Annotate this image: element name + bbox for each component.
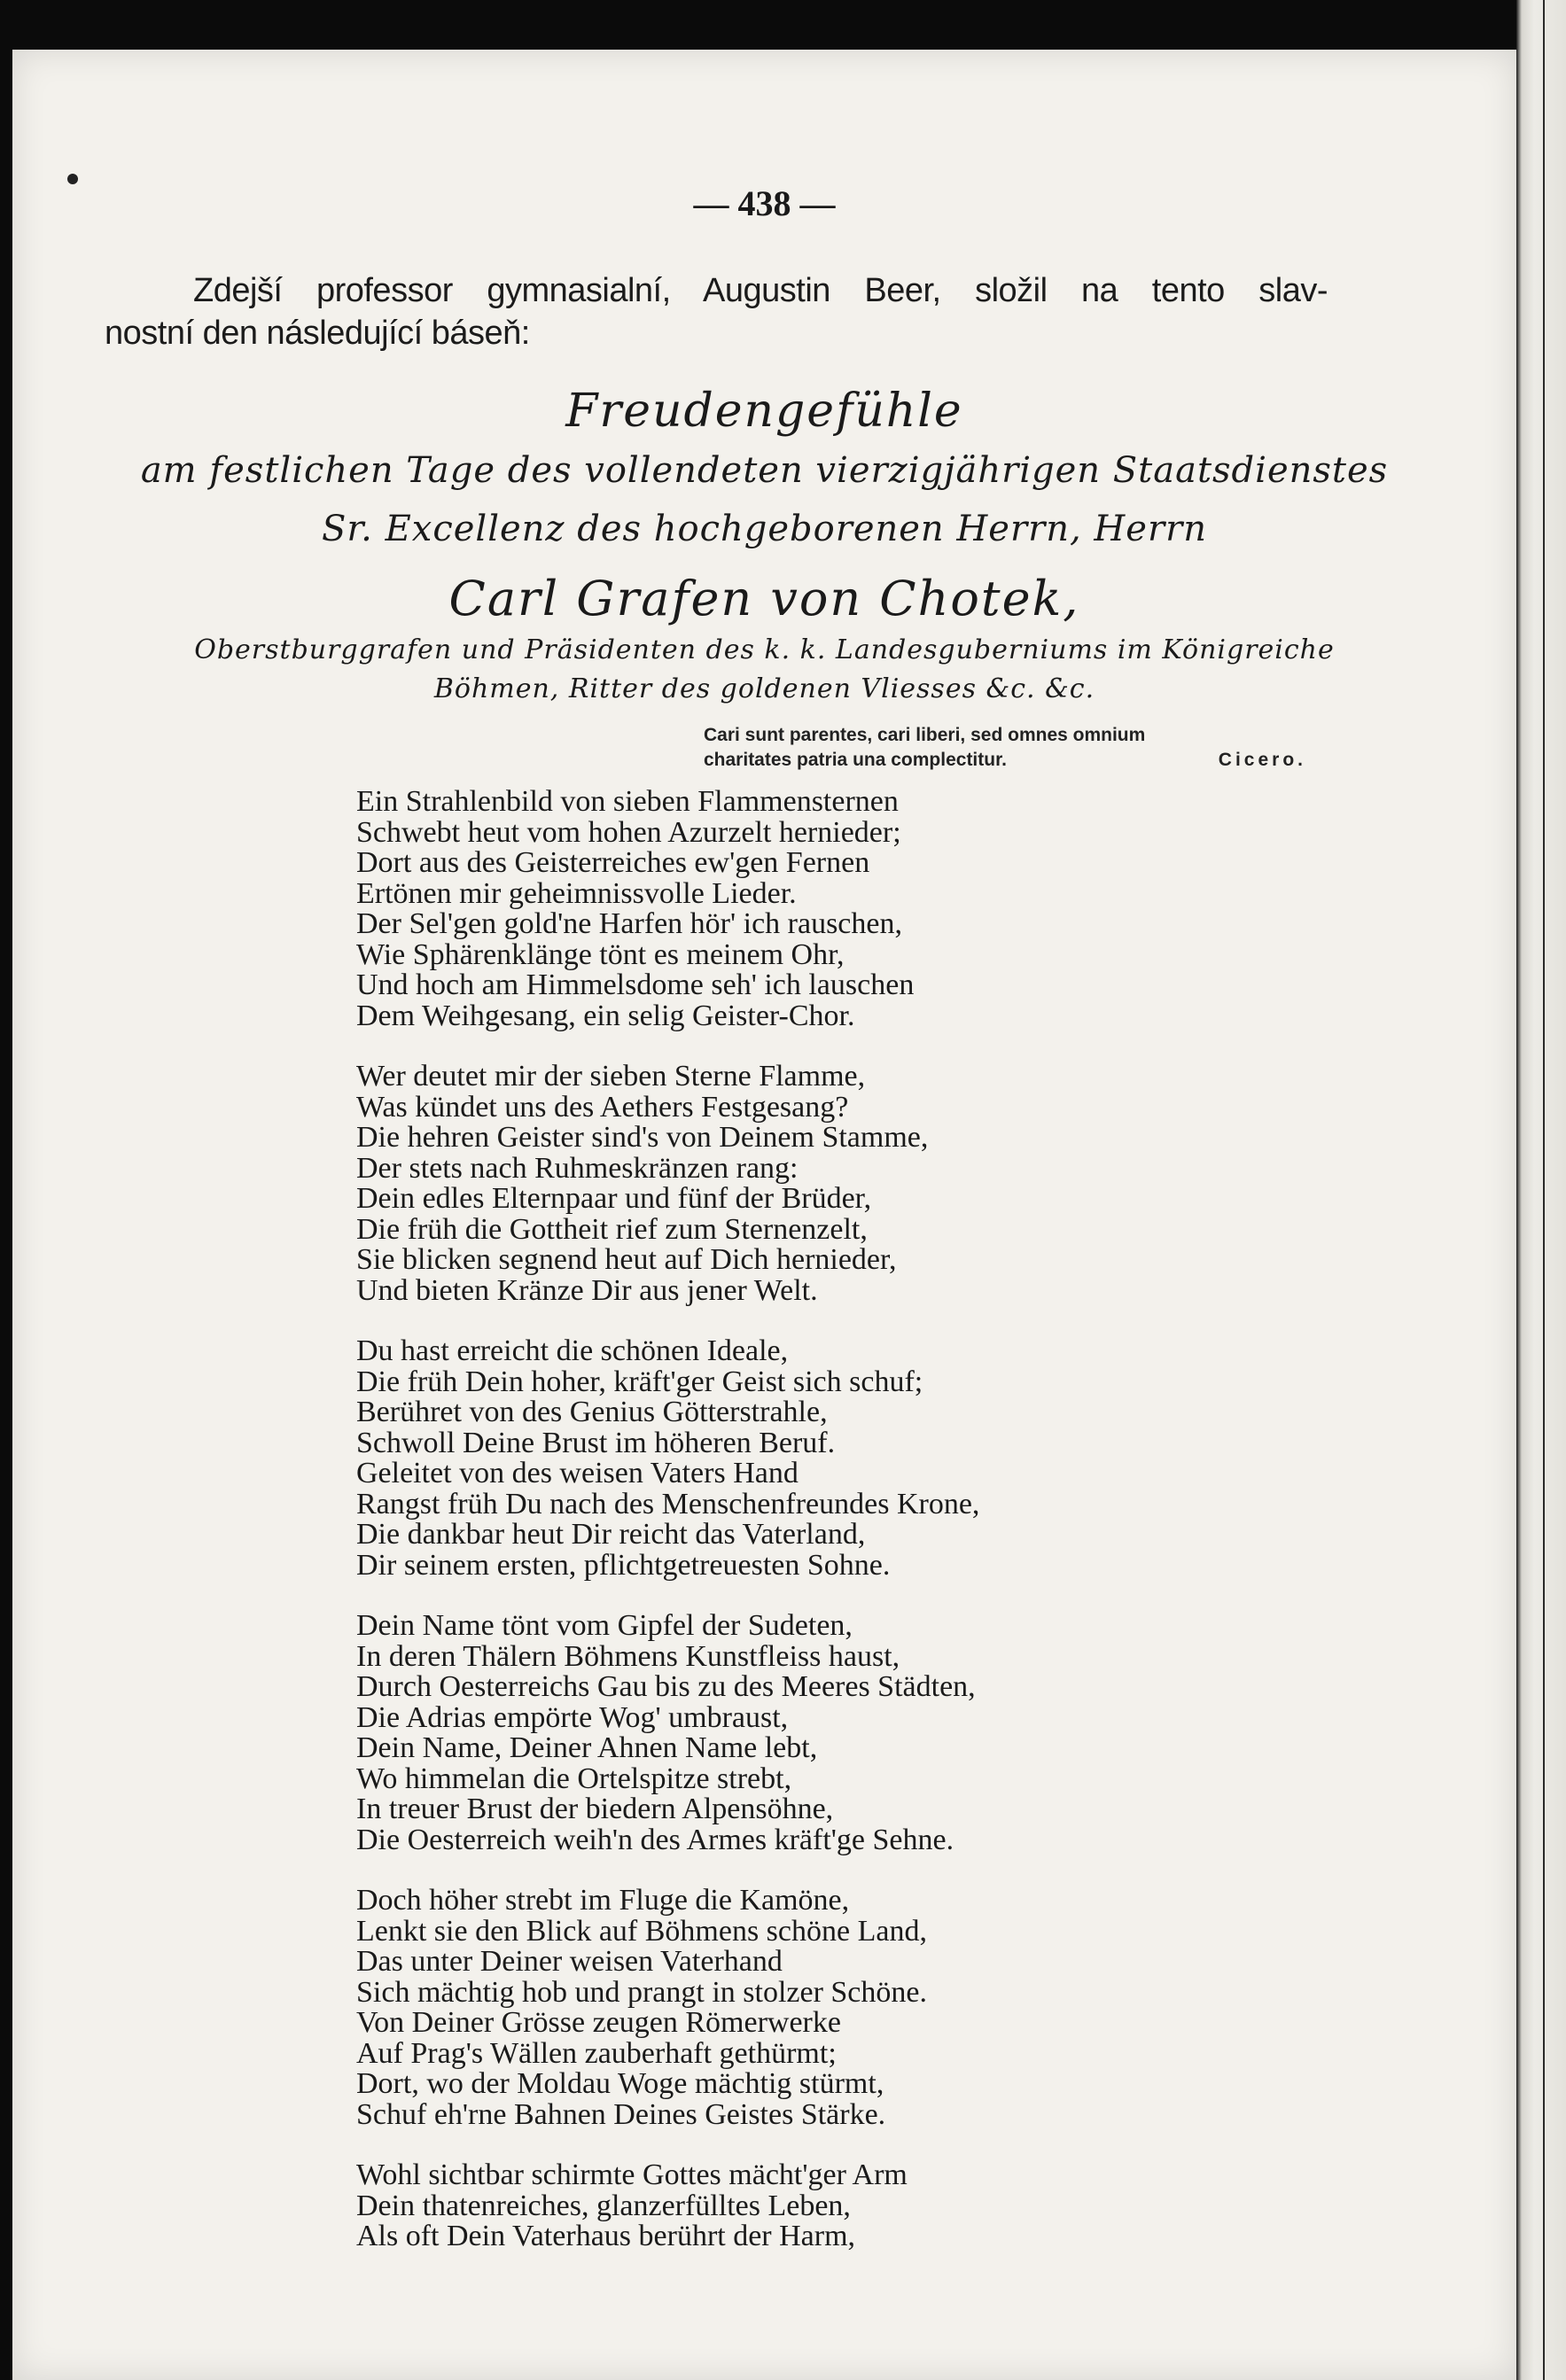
verse-line: Dein edles Elternpaar und fünf der Brüder,	[356, 1182, 872, 1215]
verse-line: Dein Name tönt vom Gipfel der Sudeten,	[356, 1609, 853, 1642]
verse-line: In treuer Brust der biedern Alpensöhne,	[356, 1793, 834, 1825]
verse-line: Und bieten Kränze Dir aus jener Welt.	[356, 1273, 818, 1307]
epigraph-line-2: charitates patria una complectitur.	[704, 750, 1007, 770]
verse-line: Wohl sichtbar schirmte Gottes mächt'ger Arm	[356, 2158, 908, 2191]
verse-line: Schwoll Deine Brust im höheren Beruf.	[356, 1426, 836, 1459]
verse-line: In deren Thälern Böhmens Kunstfleiss haust,	[356, 1639, 900, 1673]
verse-line: Durch Oesterreichs Gau bis zu des Meeres Städten,	[356, 1670, 976, 1703]
epigraph-line-1: Cari sunt parentes, cari liberi, sed omnes omnium	[704, 725, 1146, 745]
verse-line: Dort, wo der Moldau Woge mächtig stürmt,	[356, 2067, 884, 2100]
verse-line: Der stets nach Ruhmeskränzen rang:	[356, 1151, 799, 1185]
verse-line: Auf Prag's Wällen zauberhaft gethürmt;	[356, 2036, 837, 2070]
verse-line: Dein Name, Deiner Ahnen Name lebt,	[356, 1731, 818, 1764]
stanza	[356, 1336, 1225, 1581]
intro-line-2: nostní den následující báseň:	[105, 315, 530, 352]
stanza	[356, 2160, 1225, 2252]
verse-line: Doch höher strebt im Fluge die Kamöne,	[356, 1884, 850, 1917]
verse-line: Die Oesterreich weih'n des Armes kräft'ge Sehne.	[356, 1823, 954, 1856]
verse-line: Sie blicken segnend heut auf Dich hernieder,	[356, 1243, 897, 1276]
epigraph	[704, 723, 1306, 773]
verse-line: Wie Sphärenklänge tönt es meinem Ohr,	[356, 937, 845, 971]
verse-line: Die früh die Gottheit rief zum Sternenzelt,	[356, 1212, 868, 1246]
verse-line: Dem Weihgesang, ein selig Geister-Chor.	[356, 999, 855, 1032]
stanza	[356, 1062, 1225, 1306]
dedicatee-name: Carl Grafen von Chotek,	[448, 571, 1080, 626]
verse-line: Von Deiner Grösse zeugen Römerwerke	[356, 2006, 841, 2039]
verse-line: Berühret von des Genius Götterstrahle,	[356, 1396, 828, 1428]
verse-line: Sich mächtig hob und prangt in stolzer Schöne.	[356, 1975, 927, 2009]
adjacent-page-edge	[1516, 0, 1566, 2380]
verse-line: Der Sel'gen gold'ne Harfen hör' ich rauschen,	[356, 907, 902, 940]
page-edge-line	[1543, 0, 1545, 2380]
verse-line: Die hehren Geister sind's von Deinem Stamme,	[356, 1121, 929, 1154]
poem-body	[356, 787, 1225, 2283]
page-number: — 438 —	[693, 183, 836, 223]
epigraph-author: Cicero.	[1218, 750, 1306, 770]
stanza	[356, 1886, 1225, 2130]
verse-line: Geleitet von des weisen Vaters Hand	[356, 1457, 799, 1489]
verse-line: Was kündet uns des Aethers Festgesang?	[356, 1090, 849, 1124]
verse-line: Wo himmelan die Ortelspitze strebt,	[356, 1762, 792, 1795]
verse-line: Das unter Deiner weisen Vaterhand	[356, 1945, 783, 1978]
intro-line-1: Zdejší professor gymnasialní, Augustin Beer, složil na tento slav-	[193, 272, 1328, 309]
verse-line: Die dankbar heut Dir reicht das Vaterland,	[356, 1518, 866, 1551]
verse-line: Als oft Dein Vaterhaus berührt der Harm,	[356, 2220, 856, 2252]
verse-line: Ein Strahlenbild von sieben Flammensternen	[356, 785, 899, 818]
verse-line: Ertönen mir geheimnissvolle Lieder.	[356, 876, 797, 910]
verse-line: Schuf eh'rne Bahnen Deines Geistes Stärke.	[356, 2097, 886, 2131]
stanza	[356, 1611, 1225, 1855]
verse-line: Dir seinem ersten, pflichtgetreuesten Sohne.	[356, 1548, 891, 1582]
dedication-line-1: am festlichen Tage des vollendeten vierzigjährigen Staatsdienstes	[140, 450, 1389, 491]
verse-line: Schwebt heut vom hohen Azurzelt hernieder;	[356, 815, 901, 849]
dedication-line-3: Oberstburggrafen und Präsidenten des k. k. Landesguberniums im Königreiche	[194, 634, 1335, 665]
dedication-line-2: Sr. Excellenz des hochgeborenen Herrn, Herrn	[322, 509, 1207, 549]
verse-line: Wer deutet mir der sieben Sterne Flamme,	[356, 1060, 866, 1093]
verse-line: Die früh Dein hoher, kräft'ger Geist sich schuf;	[356, 1365, 923, 1398]
dedication-line-4: Böhmen, Ritter des goldenen Vliesses &c. &c.	[433, 673, 1095, 704]
verse-line: Die Adrias empörte Wog' umbraust,	[356, 1700, 789, 1734]
intro-paragraph	[105, 269, 1328, 354]
book-page	[12, 50, 1516, 2380]
verse-line: Und hoch am Himmelsdome seh' ich lauschen	[356, 968, 915, 1001]
verse-line: Dort aus des Geisterreiches ew'gen Fernen	[356, 846, 870, 879]
verse-line: Rangst früh Du nach des Menschenfreundes Krone,	[356, 1487, 980, 1521]
verse-line: Dein thatenreiches, glanzerfülltes Leben,	[356, 2189, 851, 2222]
poem-title: Freudengefühle	[565, 385, 963, 438]
stanza	[356, 787, 1225, 1031]
verse-line: Lenkt sie den Blick auf Böhmens schöne Land,	[356, 1914, 927, 1948]
verse-line: Du hast erreicht die schönen Ideale,	[356, 1334, 789, 1367]
